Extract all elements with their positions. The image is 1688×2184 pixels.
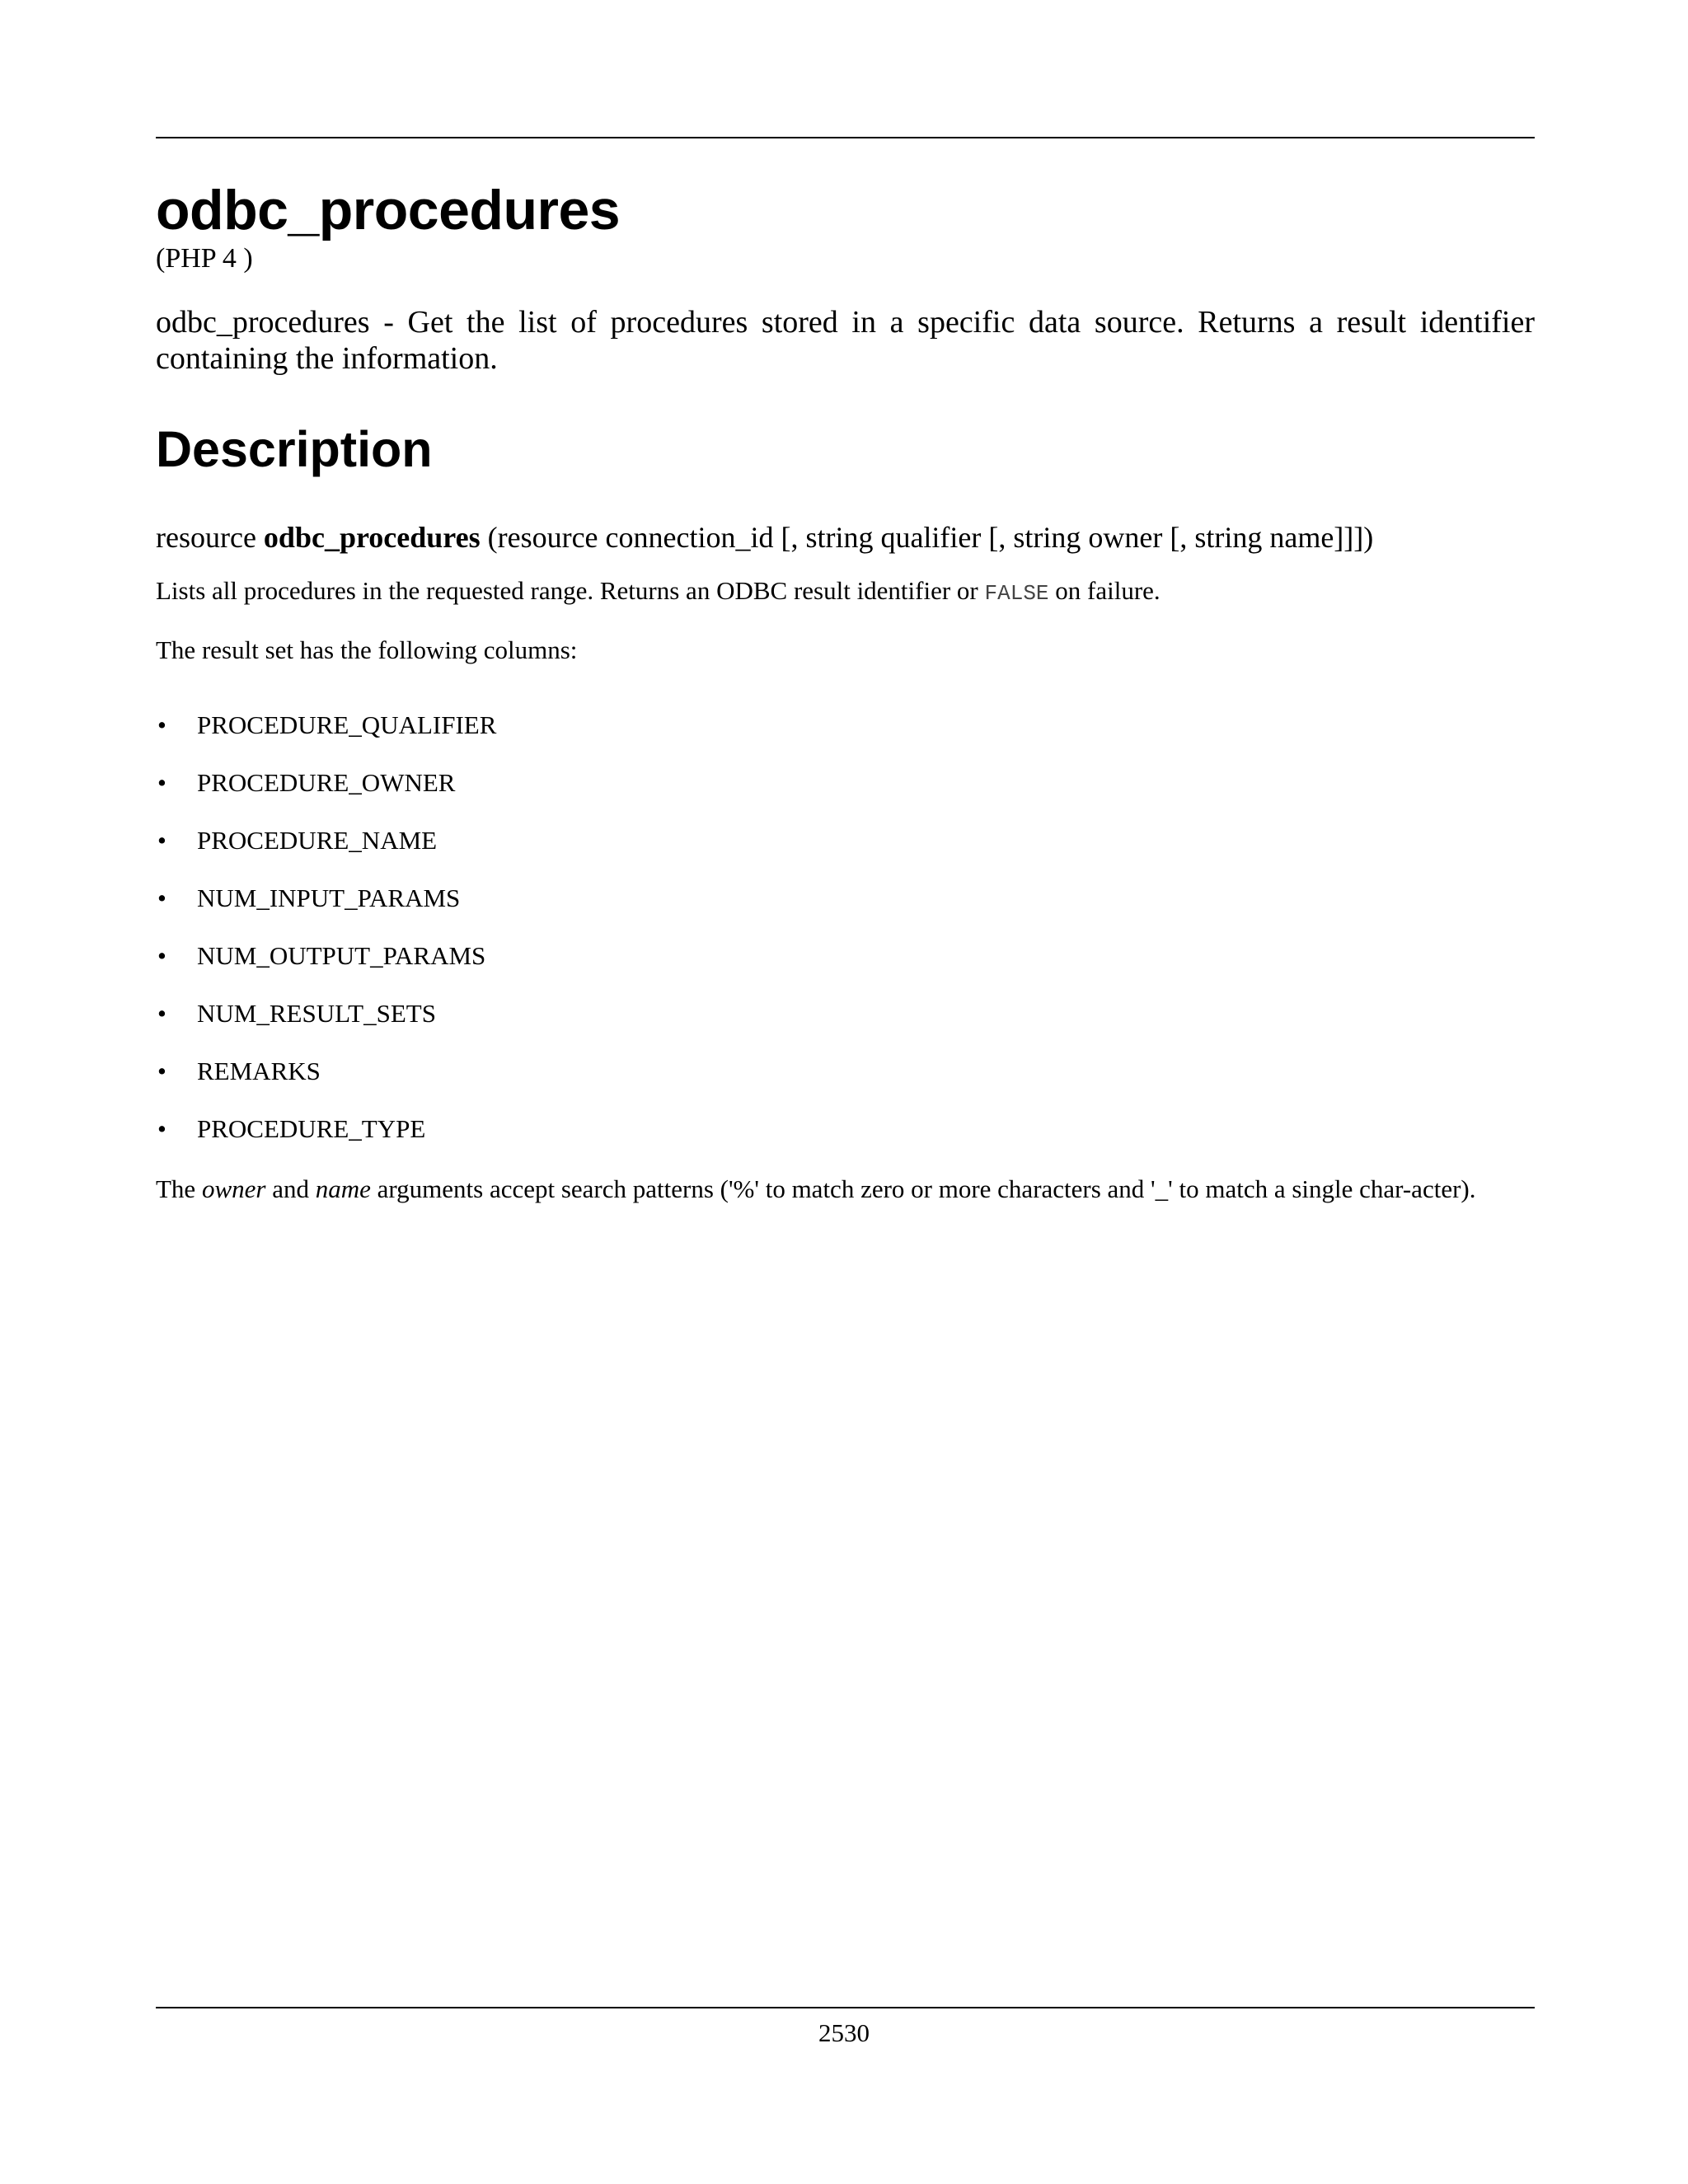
list-item [156,767,1535,799]
column-name: REMARKS [197,1057,321,1086]
list-item [156,883,1535,914]
synopsis-params: (resource connection_id [, string qualifier [, string owner [, string name]]]) [480,520,1374,554]
list-item [156,998,1535,1029]
column-name: NUM_INPUT_PARAMS [197,883,461,913]
search-patterns-paragraph [156,1174,1535,1205]
bullet-icon: • [157,1057,166,1086]
list-item [156,1113,1535,1145]
patterns-text-3: arguments accept search patterns ('%' to match zero or more characters and '_' to match a single char-acter). [370,1174,1476,1204]
synopsis-function-name: odbc_procedures [263,520,481,554]
list-item [156,825,1535,856]
bullet-icon: • [157,883,166,913]
bullet-icon: • [157,999,166,1029]
bullet-icon: • [157,768,166,798]
column-name: NUM_RESULT_SETS [197,999,436,1029]
column-name: PROCEDURE_NAME [197,826,438,855]
returns-paragraph [156,575,1535,609]
bullet-icon: • [157,1114,166,1144]
result-columns-list [156,710,1535,1145]
list-item [156,710,1535,741]
false-constant: FALSE [984,581,1049,607]
column-name: PROCEDURE_TYPE [197,1114,426,1144]
bullet-icon: • [157,826,166,855]
php-version: (PHP 4 ) [156,243,253,274]
footer-rule [156,2007,1535,2008]
column-name: NUM_OUTPUT_PARAMS [197,941,486,971]
list-item [156,1056,1535,1087]
returns-text-after: on failure. [1048,576,1160,606]
description-heading: Description [156,420,433,477]
header-rule [156,137,1535,138]
bullet-icon: • [157,941,166,971]
page-content [156,181,1535,1205]
function-purpose: odbc_procedures - Get the list of procedures stored in a specific data source. Returns a result identifier containing the information. [156,304,1535,376]
patterns-text-1: The [156,1174,202,1204]
page-number: 2530 [818,2018,870,2047]
owner-argument: owner [201,1174,266,1204]
bullet-icon: • [157,710,166,740]
column-name: PROCEDURE_OWNER [197,768,456,798]
column-name: PROCEDURE_QUALIFIER [197,710,497,740]
function-title: odbc_procedures [156,179,621,241]
columns-intro: The result set has the following columns: [156,635,578,665]
function-synopsis [156,520,1535,555]
patterns-text-2: and [265,1174,316,1204]
synopsis-return-type: resource [156,520,264,554]
list-item [156,940,1535,972]
name-argument: name [315,1174,371,1204]
returns-text-before: Lists all procedures in the requested range. Returns an ODBC result identifier or [156,576,985,606]
